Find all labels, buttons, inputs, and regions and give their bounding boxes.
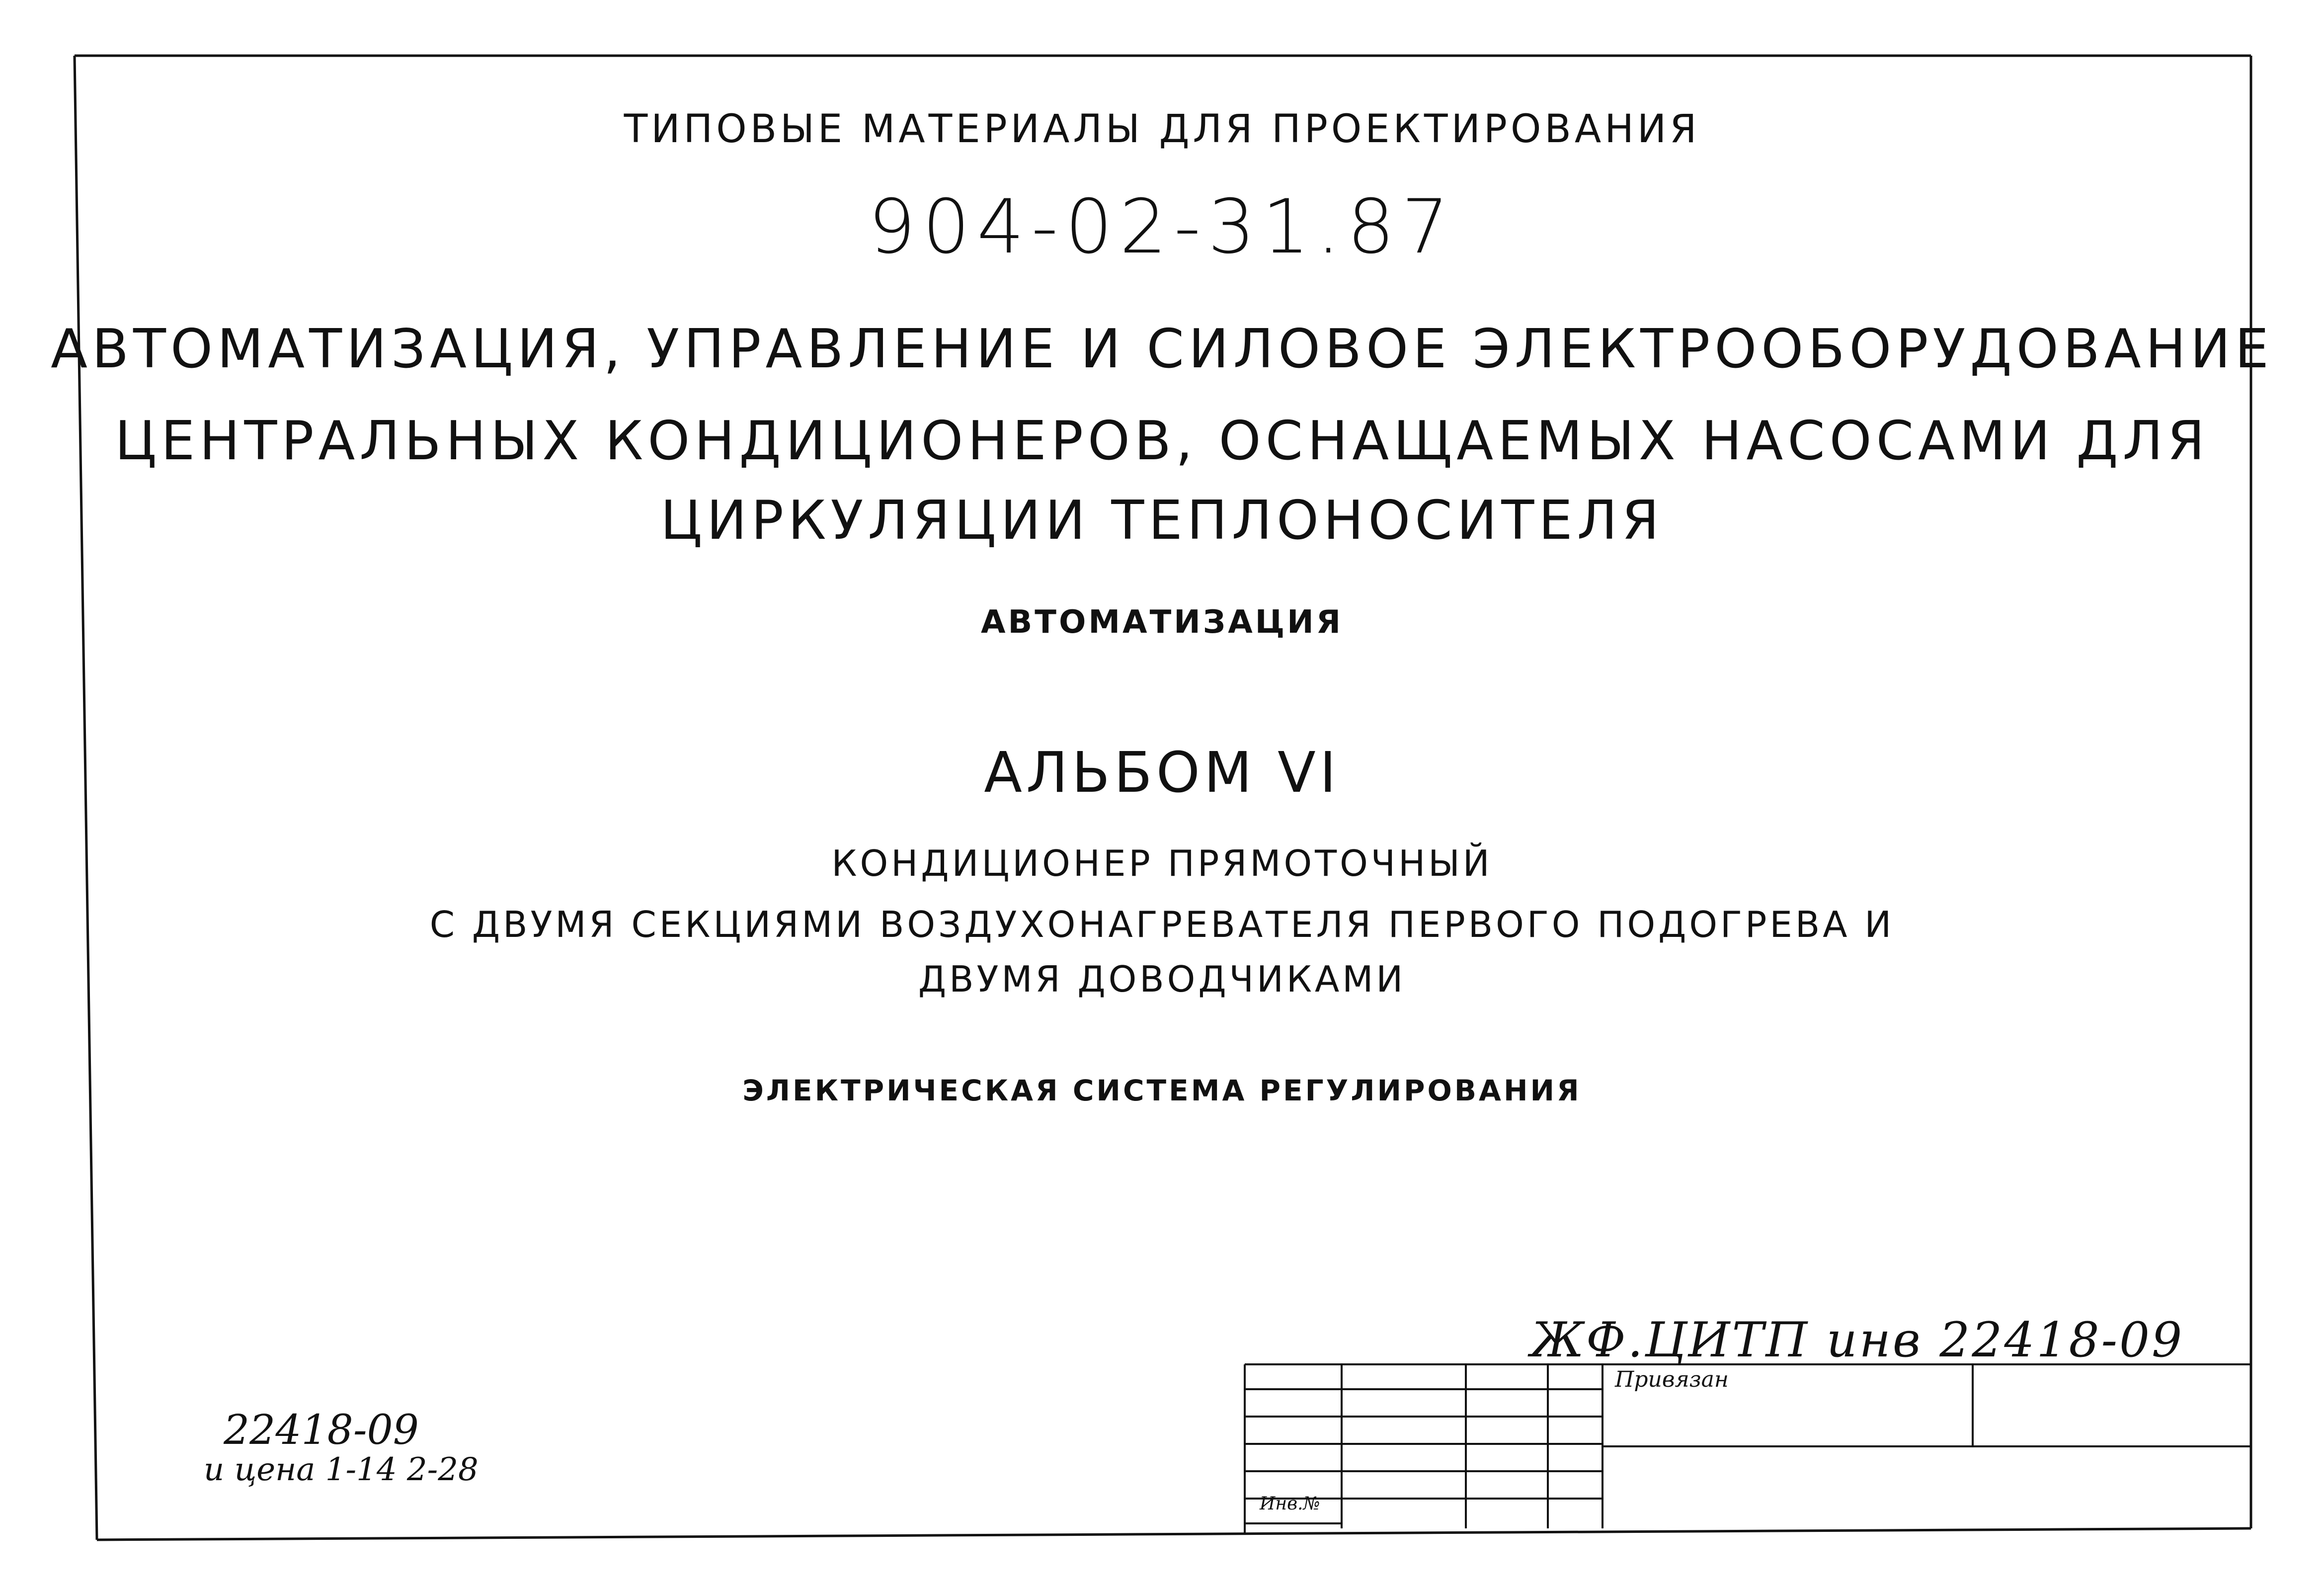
description-line-2: С ДВУМЯ СЕКЦИЯМИ ВОЗДУХОНАГРЕВАТЕЛЯ ПЕРВОГО ПОДОГРЕВА И — [429, 904, 1895, 945]
document-code: 904-02-31.87 — [868, 184, 1456, 270]
series-heading: ТИПОВЫЕ МАТЕРИАЛЫ ДЛЯ ПРОЕКТИРОВАНИЯ — [624, 107, 1700, 152]
album-number: АЛЬБОМ VI — [984, 741, 1340, 805]
title-block-inv-label: Инв.№ — [1260, 1494, 1320, 1514]
title-line-1: АВТОМАТИЗАЦИЯ, УПРАВЛЕНИЕ И СИЛОВОЕ ЭЛЕКТРООБОРУДОВАНИЕ — [51, 318, 2273, 380]
frame-bottom — [97, 1528, 2251, 1540]
handwritten-stamp-reference: ЖФ.ЦИТП инв 22418-09 — [1530, 1312, 2184, 1368]
title-line-2: ЦЕНТРАЛЬНЫХ КОНДИЦИОНЕРОВ, ОСНАЩАЕМЫХ НАСОСАМИ ДЛЯ — [115, 410, 2209, 472]
handwritten-price: и цена 1-14 2-28 — [204, 1451, 479, 1488]
title-block-bound-label: Привязан — [1615, 1367, 1729, 1392]
title-line-3: ЦИРКУЛЯЦИИ ТЕПЛОНОСИТЕЛЯ — [660, 490, 1664, 552]
description-line-3: ДВУМЯ ДОВОДЧИКАМИ — [918, 958, 1406, 1000]
system-name: ЭЛЕКТРИЧЕСКАЯ СИСТЕМА РЕГУЛИРОВАНИЯ — [742, 1074, 1582, 1107]
handwritten-doc-number: 22418-09 — [224, 1407, 419, 1454]
title-block-grid — [1245, 1364, 2251, 1533]
description-line-1: КОНДИЦИОНЕР ПРЯМОТОЧНЫЙ — [831, 842, 1493, 884]
section-name: АВТОМАТИЗАЦИЯ — [980, 604, 1344, 641]
